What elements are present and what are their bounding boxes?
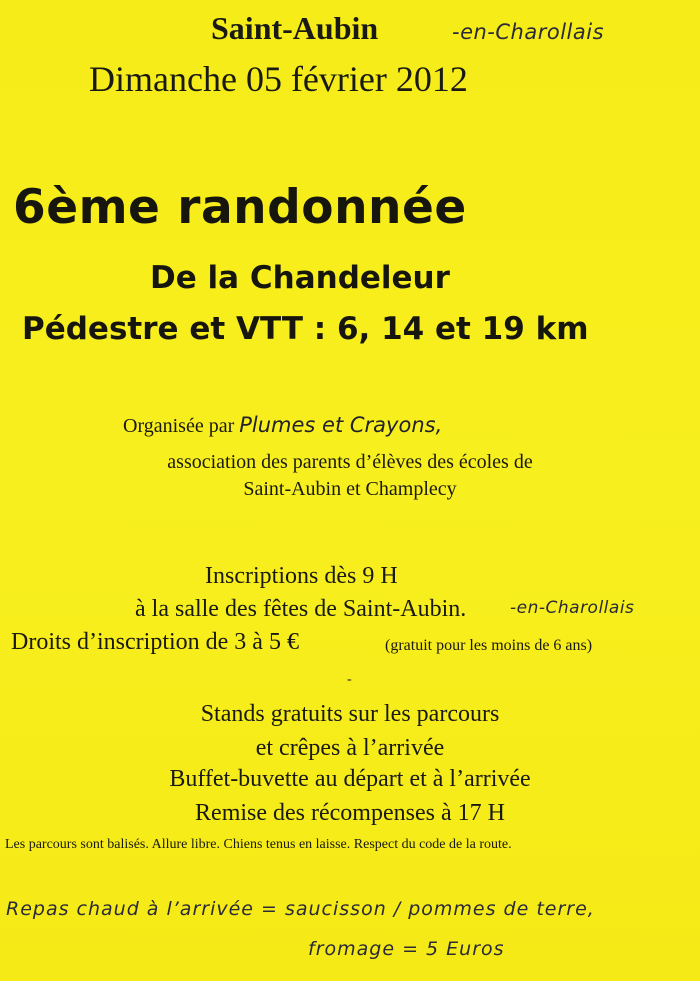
activity-awards: Remise des récompenses à 17 H <box>195 800 505 826</box>
organizer-prefix: Organisée par <box>123 415 235 437</box>
event-date: Dimanche 05 février 2012 <box>89 59 468 99</box>
registration-time: Inscriptions dès 9 H <box>205 563 398 589</box>
handwritten-meal-note-line2: fromage = 5 Euros <box>308 938 505 960</box>
activity-stands: Stands gratuits sur les parcours <box>200 701 500 727</box>
organizer-name: Plumes et Crayons, <box>239 413 443 437</box>
registration-place: à la salle des fêtes de Saint-Aubin. <box>135 596 467 622</box>
event-title: 6ème randonnée <box>13 180 467 235</box>
activity-buffet: Buffet-buvette au départ et à l’arrivée <box>169 766 531 792</box>
registration-fees: Droits d’inscription de 3 à 5 € <box>11 629 299 655</box>
organizer-association: association des parents d’élèves des écoles de <box>167 451 533 473</box>
organizer-villages: Saint-Aubin et Champlecy <box>243 478 457 500</box>
activity-crepes: et crêpes à l’arrivée <box>255 735 445 761</box>
registration-place-handwritten: -en-Charollais <box>510 598 635 618</box>
registration-fees-note: (gratuit pour les moins de 6 ans) <box>385 637 593 654</box>
event-subtitle: De la Chandeleur <box>150 260 450 296</box>
section-separator: - <box>347 672 352 687</box>
handwritten-meal-note-line1: Repas chaud à l’arrivée = saucisson / pommes de terre, <box>6 898 595 920</box>
organizer-line <box>123 413 442 438</box>
event-distances: Pédestre et VTT : 6, 14 et 19 km <box>22 311 589 347</box>
town-name: Saint-Aubin <box>211 10 379 46</box>
town-handwritten-suffix: -en-Charollais <box>452 20 605 44</box>
route-rules: Les parcours sont balisés. Allure libre. Chiens tenus en laisse. Respect du code de la route. <box>5 837 512 852</box>
